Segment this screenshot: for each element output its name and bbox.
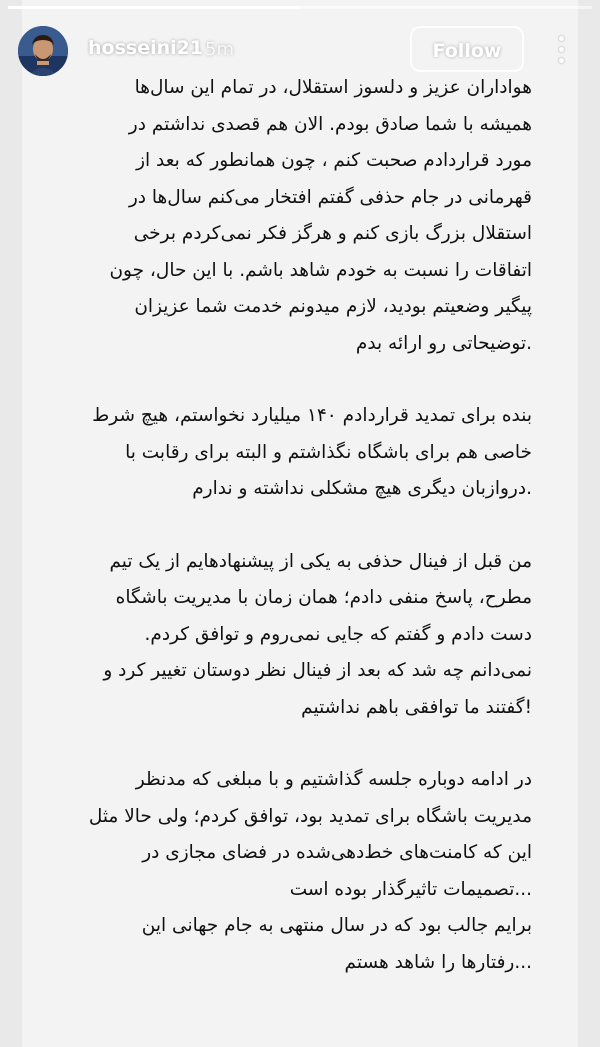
text-line: در ادامه دوباره جلسه گذاشتیم و با مبلغی که مدنظر xyxy=(135,769,532,790)
text-line: مطرح، پاسخ منفی دادم؛ همان زمان با مدیریت باشگاه xyxy=(115,587,532,608)
text-line: بنده برای تمدید قراردادم ۱۴۰ میلیارد نخواستم، هیچ شرط xyxy=(92,405,532,426)
text-line: نمی‌دانم چه شد که بعد از فینال نظر دوستان تغییر کرد و xyxy=(103,660,532,681)
text-line: دست دادم و گفتم که جایی نمی‌روم و توافق کردم. xyxy=(144,623,532,645)
text-line: قهرمانی در جام حذفی گفتم افتخار می‌کنم سال‌ها در xyxy=(128,186,532,208)
text-line: ...تصمیمات تاثیرگذار بوده است xyxy=(289,878,532,900)
text-paragraph xyxy=(60,70,532,362)
more-vertical-icon[interactable] xyxy=(552,36,572,64)
text-line: ...رفتارها را شاهد هستم xyxy=(344,951,532,973)
text-line: استقلال بزرگ بازی کنم و هرگز فکر نمی‌کردم برخی xyxy=(133,223,532,244)
avatar[interactable] xyxy=(18,26,68,76)
text-line: خاصی هم برای باشگاه نگذاشتم و البته برای رقابت با xyxy=(125,441,532,463)
text-line: برایم جالب بود که در سال منتهی به جام جهانی این xyxy=(141,915,532,936)
text-line: .توضیحاتی رو ارائه بدم xyxy=(355,332,532,354)
follow-button[interactable]: Follow xyxy=(410,26,524,72)
story-text xyxy=(60,70,532,1017)
text-line: مورد قراردادم صحبت کنم ، چون همانطور که بعد از xyxy=(136,150,532,171)
story-progress-fill xyxy=(8,6,300,9)
text-paragraph xyxy=(60,762,532,981)
text-line: .دروازبان دیگری هیچ مشکلی نداشته و ندارم xyxy=(192,478,532,499)
username[interactable]: hosseini21 xyxy=(88,37,204,59)
text-line: اتفاقات را نسبت به خودم شاهد باشم. با این حال، چون xyxy=(109,259,532,281)
avatar-image xyxy=(18,26,68,76)
text-line: پیگیر وضعیتم بودید، لازم میدونم خدمت شما عزیزان xyxy=(134,296,532,317)
text-paragraph xyxy=(60,398,532,508)
text-line: من قبل از فینال حذفی به یکی از پیشنهادهایم از یک تیم xyxy=(109,550,532,572)
text-paragraph xyxy=(60,544,532,727)
text-line: مدیریت باشگاه برای تمدید بود، توافق کردم؛ ولی حالا مثل xyxy=(88,805,532,827)
text-line: !گفتند ما توافقی باهم نداشتیم xyxy=(301,696,532,718)
story-progress-bar xyxy=(8,6,592,9)
text-line: همیشه با شما صادق بودم. الان هم قصدی نداشتم در xyxy=(128,113,532,135)
text-line: این که کامنت‌های خط‌دهی‌شده در فضای مجازی در xyxy=(142,842,532,863)
post-time: 5m xyxy=(205,39,234,60)
text-line: هواداران عزیز و دلسوز استقلال، در تمام این سال‌ها xyxy=(134,77,532,98)
